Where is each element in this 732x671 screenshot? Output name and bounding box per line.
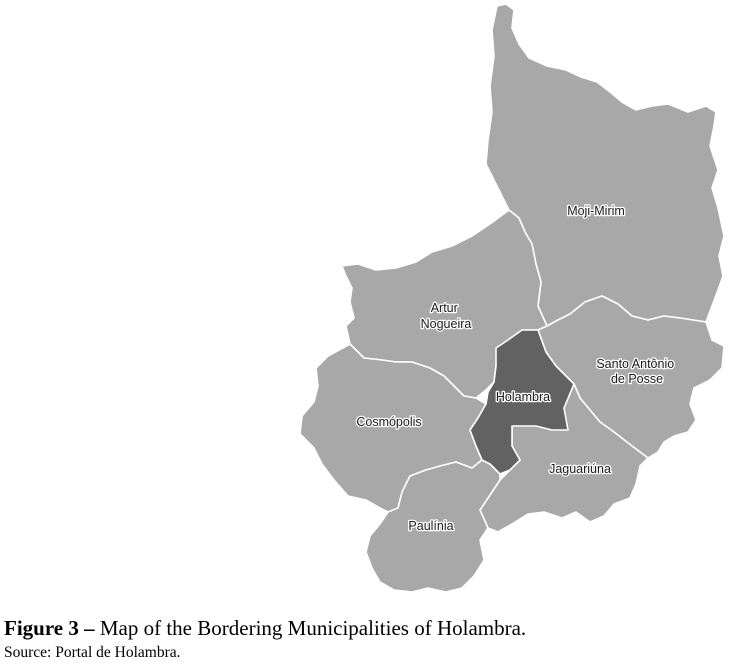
label-cosmopolis [356,415,421,429]
figure-caption-text: Map of the Bordering Municipalities of Holambra. [99,616,527,640]
label-holambra-line-1: Holambra [495,390,551,404]
label-moji-mirim [567,204,625,218]
label-jaguariuna-line-1: Jaguariúna [549,462,611,476]
label-santo-antonio-line-1: Santo Antônio [596,357,675,371]
label-artur-nogueira-line-1: Artur [430,301,458,315]
figure-source: Source: Portal de Holambra. [4,644,181,661]
label-holambra [496,390,550,404]
label-paulinia-line-1: Paulínia [408,519,454,533]
label-santo-antonio-line-2: de Posse [610,372,664,386]
label-moji-mirim-line-1: Moji-Mirim [567,204,625,218]
figure-caption [4,615,526,641]
label-jaguariuna [549,462,611,476]
label-cosmopolis-line-1: Cosmópolis [356,415,422,429]
label-artur-nogueira-line-2: Nogueira [420,317,472,331]
label-paulinia [408,519,453,533]
figure-number: Figure 3 – [4,616,95,640]
